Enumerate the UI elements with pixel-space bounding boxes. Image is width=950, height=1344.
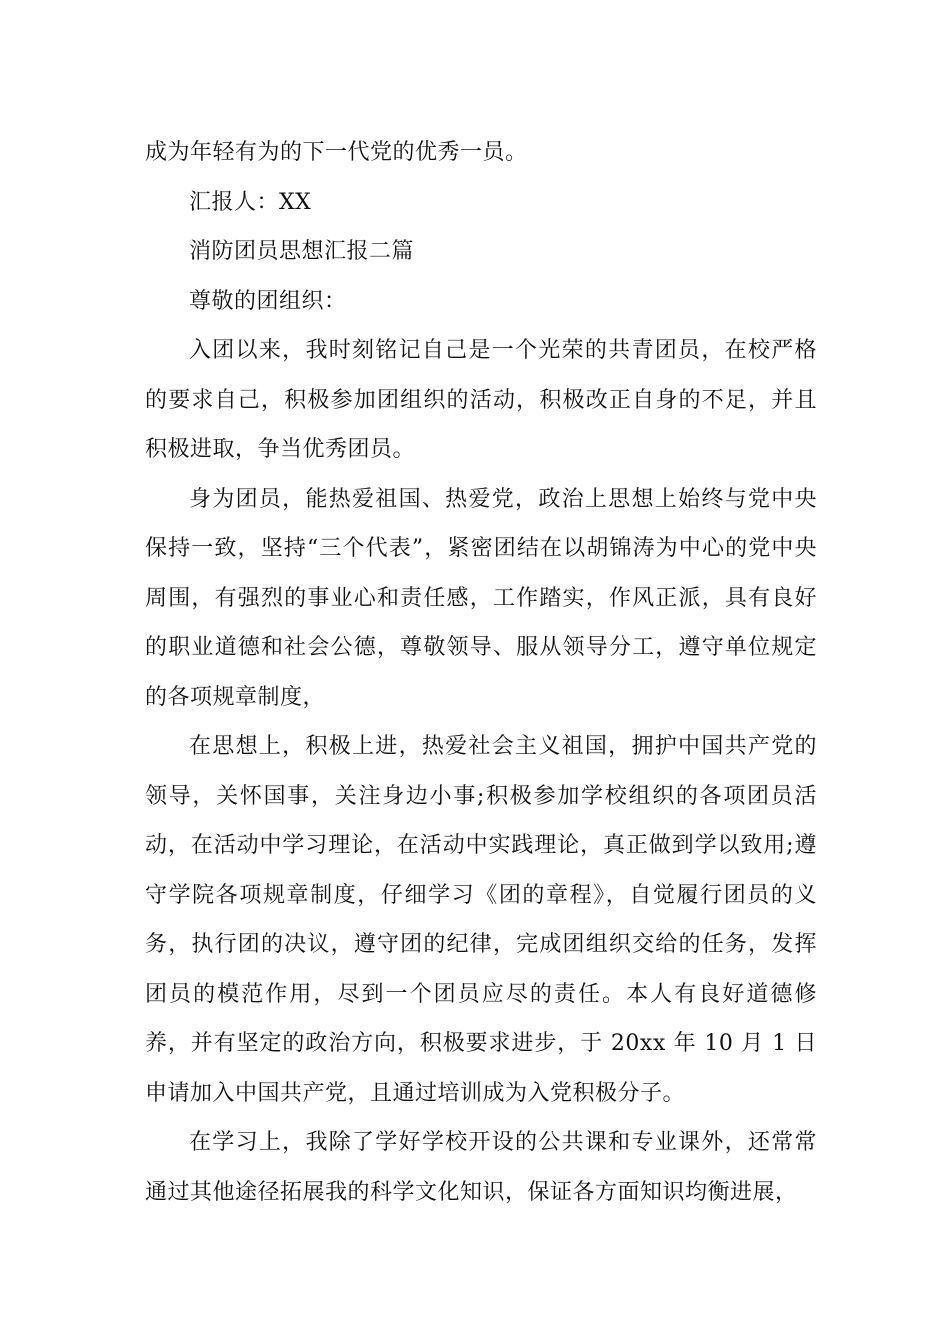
- paragraph-intro: 入团以来，我时刻铭记自己是一个光荣的共青团员，在校严格的要求自己，积极参加团组织的活动，积极改正自身的不足，并且积极进取，争当优秀团员。: [145, 338, 817, 462]
- paragraph-continuation: 成为年轻有为的下一代党的优秀一员。: [145, 140, 528, 165]
- salutation: 尊敬的团组织：: [189, 288, 347, 314]
- paragraph-thought: 在思想上，积极上进，热爱社会主义祖国，拥护中国共产党的领导，关怀国事，关注身边小事;积极参加学校组织的各项团员活动，在活动中学习理论，在活动中实践理论，真正做到学以致用;遵守学院各项规章制度，仔细学习《团的章程》，自觉履行团员的义务，执行团的决议，遵守团的纪律，完成团组织交给的任务，发挥团员的模范作用，尽到一个团员应尽的责任。本人有良好道德修养，并有坚定的政治方向，积极要求进步，于 20xx 年 10 月 1 日申请加入中国共产党，且通过培训成为入党积极分子。: [145, 734, 817, 1106]
- paragraph-political: 身为团员，能热爱祖国、热爱党，政治上思想上始终与党中央保持一致，坚持“三个代表”，紧密团结在以胡锦涛为中心的党中央周围，有强烈的事业心和责任感，工作踏实，作风正派，具有良好的职业道德和社会公德，尊敬领导、服从领导分工，遵守单位规定的各项规章制度，: [145, 486, 817, 710]
- document-body: [145, 128, 817, 1217]
- paragraph-study: 在学习上，我除了学好学校开设的公共课和专业课外，还常常通过其他途径拓展我的科学文化知识，保证各方面知识均衡进展，: [145, 1130, 817, 1205]
- reporter-line: 汇报人：XX: [189, 189, 312, 215]
- section-title: 消防团员思想汇报二篇: [189, 239, 415, 264]
